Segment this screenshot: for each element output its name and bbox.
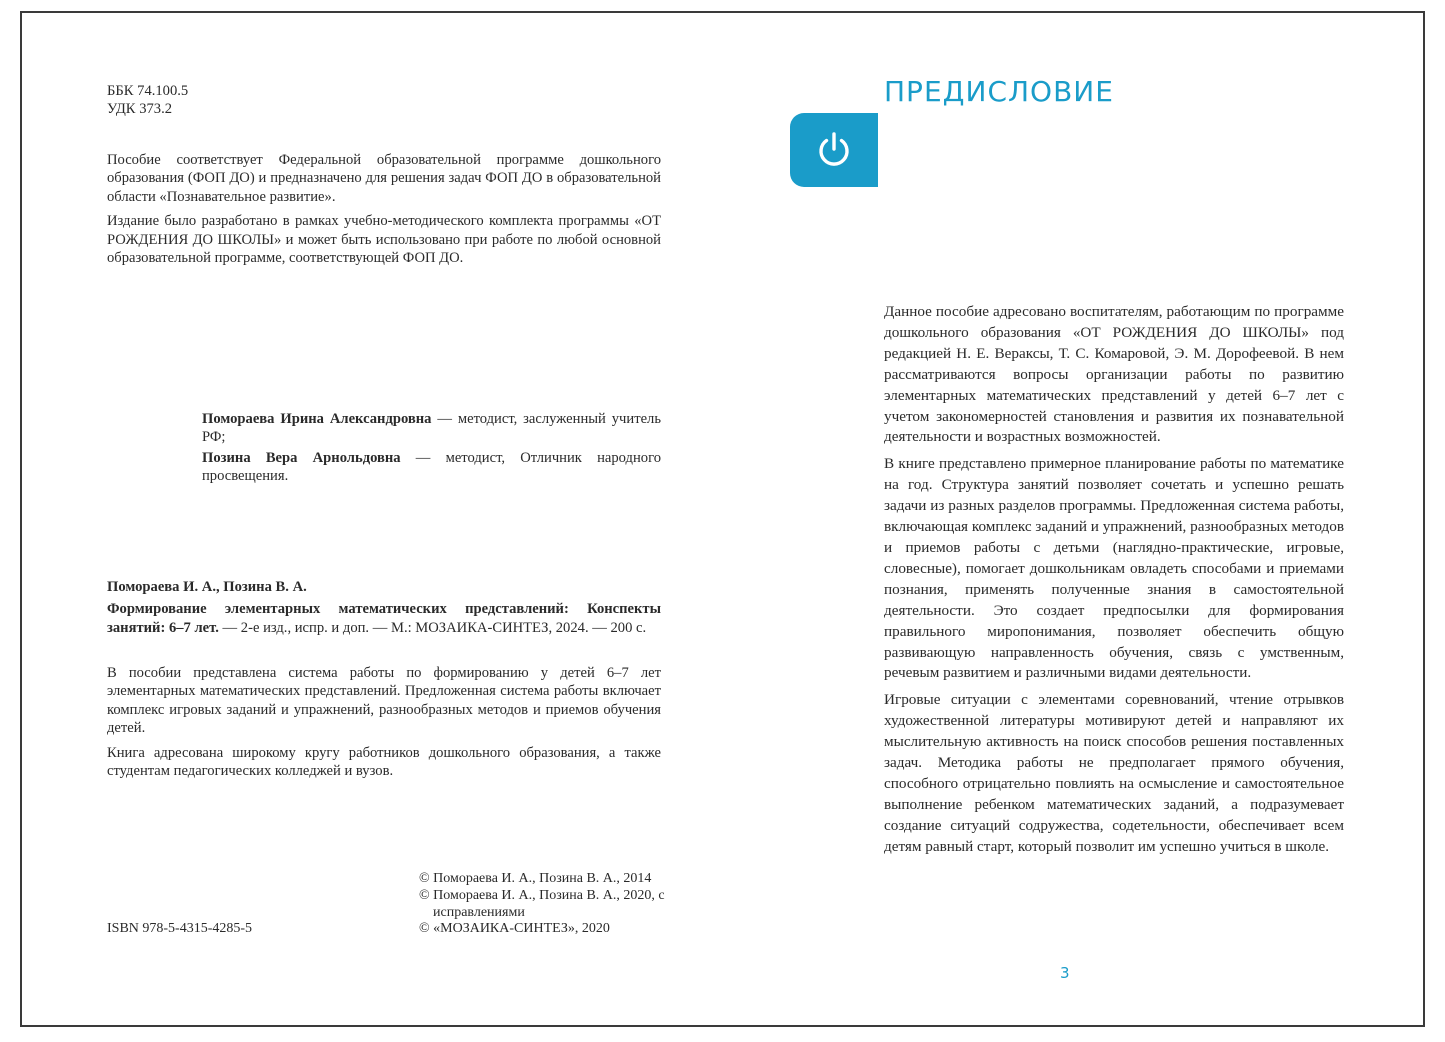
section-icon-block [790,113,878,187]
copyright-notices [419,871,669,938]
compliance-notice [107,151,661,267]
bbk-code: ББК 74.100.5 [107,83,189,99]
author-entry [202,449,661,486]
author-description: — методист, Отличник народного просвещения. [202,449,661,485]
preface-body [884,302,1344,858]
udk-code: УДК 373.2 [107,101,173,118]
biblio-title: Формирование элементарных математических представлений: Конспекты занятий: 6–7 лет. [107,601,661,636]
compliance-paragraph: Издание было разработано в рамках учебно-методического комплекта программы «ОТ РОЖДЕНИЯ ДО ШКОЛЫ» и может быть использовано при работе по любой основной образовательной программе, соответствующей ФОП ДО. [107,213,661,267]
abstract-paragraph: В пособии представлена система работы по формированию у детей 6–7 лет элементарных математических представлений. Предложенная система работы включает комплекс игровых заданий и упражнений, разнообразных методов и приемов обучения детей. [107,665,661,737]
biblio-details: — 2-е изд., испр. и доп. — М.: МОЗАИКА-СИНТЕЗ, 2024. — 200 с. [218,619,647,636]
classification-codes [107,82,188,119]
abstract [107,664,661,780]
biblio-authors: Помораева И. А., Позина В. А. [107,579,307,595]
copyright-line: © Помораева И. А., Позина В. А., 2020, с исправлениями [419,887,665,920]
isbn: ISBN 978-5-4315-4285-5 [107,921,253,936]
author-entry [202,410,661,447]
author-name: Помораева Ирина Александровна [202,411,432,427]
compliance-paragraph: Пособие соответствует Федеральной образовательной программе дошкольного образования (ФОП ДО) и предназначено для решения задач ФОП ДО в образовательной области «Познавательное развитие». [107,152,661,205]
author-description: — методист, заслуженный учитель РФ; [202,411,661,446]
copyright-line: © «МОЗАИКА-СИНТЕЗ», 2020 [419,921,610,937]
author-name: Позина Вера Арнольдовна [202,449,401,466]
preface-paragraph: В книге представлено примерное планирование работы по математике на год. Структура занятий позволяет сочетать и успешно решать задачи из разных разделов программы. Предложенная система работы, включающая комплекс заданий и упражнений, разнообразных методов и приемов работы с детьми (наглядно-практические, игровые, словесные), помогает дошкольникам овладеть способами и приемами познания, применять полученные знания в самостоятельной деятельности. Это создает предпосылки для формирования правильного миропонимания, позволяет обеспечить общую развивающую направленность обучения, связь с умственным, речевым развитием и различными видами деятельности. [884,455,1344,682]
page-title: ПРЕДИСЛОВИЕ [884,75,1114,108]
preface-paragraph: Данное пособие адресовано воспитателям, работающим по программе дошкольного образования «ОТ РОЖДЕНИЯ ДО ШКОЛЫ» под редакцией Н. Е. Вераксы, Т. С. Комаровой, Э. М. Дорофеевой. В нем рассматриваются вопросы организации работы по развитию элементарных математических представлений у детей 6–7 лет с учетом закономерностей становления и развития их познавательной деятельности и возрастных возможностей. [884,303,1344,446]
abstract-paragraph: Книга адресована широкому кругу работников дошкольного образования, а также студентам педагогических колледжей и вузов. [107,744,661,780]
power-icon [812,128,856,172]
page-number: 3 [1060,964,1070,982]
copyright-line: © Помораева И. А., Позина В. А., 2014 [419,871,652,886]
preface-paragraph: Игровые ситуации с элементами соревнований, чтение отрывков художественной литературы мотивируют детей и направляют их мыслительную активность на поиск способов решения поставленных задач. Методика работы не предполагает прямого обучения, способного отрицательно повлиять на осмысление и самостоятельное выполнение ребенком математических заданий, а подразумевает создание ситуаций содружества, содетельности, обеспечивает всем детям равный старт, который позволит им успешно учиться в школе. [884,691,1344,855]
authors-block [202,410,661,486]
bibliographic-record [107,578,661,637]
biblio-entry [107,600,661,637]
